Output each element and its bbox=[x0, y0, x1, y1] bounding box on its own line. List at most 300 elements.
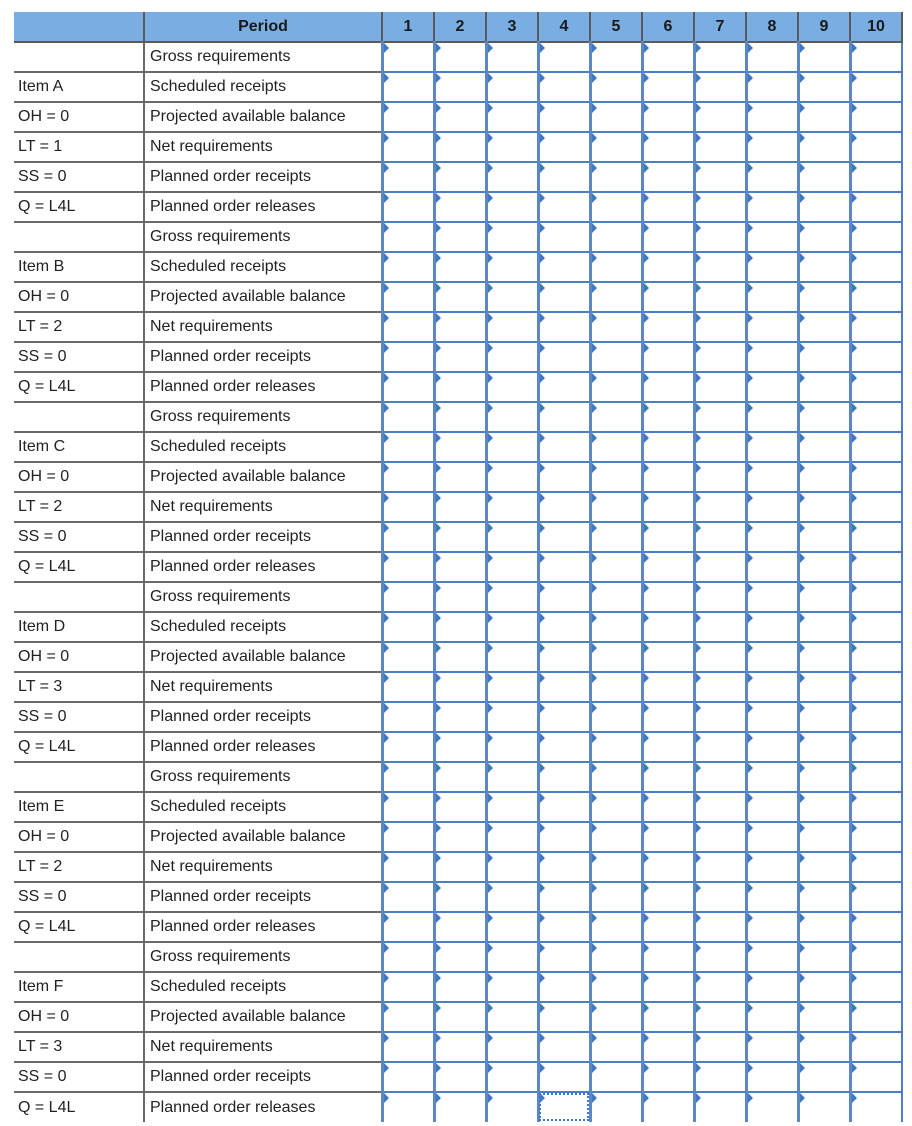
entry-cell-item-f-period-5[interactable] bbox=[590, 972, 642, 1002]
entry-cell-item-a-period-7[interactable] bbox=[694, 102, 746, 132]
entry-cell-item-a-period-4[interactable] bbox=[538, 162, 590, 192]
entry-cell-item-a-period-5[interactable] bbox=[590, 42, 642, 72]
entry-cell-item-f-period-5[interactable] bbox=[590, 942, 642, 972]
entry-cell-item-b-period-1[interactable] bbox=[382, 372, 434, 402]
entry-cell-item-e-period-5[interactable] bbox=[590, 852, 642, 882]
entry-cell-item-a-period-4[interactable] bbox=[538, 132, 590, 162]
entry-cell-item-e-period-10[interactable] bbox=[850, 822, 902, 852]
entry-cell-item-d-period-9[interactable] bbox=[798, 672, 850, 702]
entry-cell-item-a-period-4[interactable] bbox=[538, 72, 590, 102]
entry-cell-item-c-period-6[interactable] bbox=[642, 402, 694, 432]
entry-cell-item-c-period-7[interactable] bbox=[694, 522, 746, 552]
entry-cell-item-f-period-1[interactable] bbox=[382, 942, 434, 972]
entry-cell-item-c-period-4[interactable] bbox=[538, 402, 590, 432]
entry-cell-item-a-period-7[interactable] bbox=[694, 162, 746, 192]
entry-cell-item-a-period-2[interactable] bbox=[434, 192, 486, 222]
entry-cell-item-f-period-1[interactable] bbox=[382, 1002, 434, 1032]
entry-cell-item-e-period-4[interactable] bbox=[538, 762, 590, 792]
entry-cell-item-d-period-7[interactable] bbox=[694, 612, 746, 642]
entry-cell-item-d-period-1[interactable] bbox=[382, 702, 434, 732]
entry-cell-item-c-period-3[interactable] bbox=[486, 522, 538, 552]
entry-cell-item-e-period-2[interactable] bbox=[434, 912, 486, 942]
entry-cell-item-d-period-5[interactable] bbox=[590, 702, 642, 732]
entry-cell-item-e-period-1[interactable] bbox=[382, 852, 434, 882]
entry-cell-item-c-period-9[interactable] bbox=[798, 402, 850, 432]
entry-cell-item-f-period-4[interactable] bbox=[538, 942, 590, 972]
entry-cell-item-b-period-7[interactable] bbox=[694, 252, 746, 282]
entry-cell-item-d-period-9[interactable] bbox=[798, 702, 850, 732]
entry-cell-item-d-period-4[interactable] bbox=[538, 582, 590, 612]
entry-cell-item-c-period-10[interactable] bbox=[850, 492, 902, 522]
entry-cell-item-f-period-3[interactable] bbox=[486, 1062, 538, 1092]
entry-cell-item-c-period-5[interactable] bbox=[590, 462, 642, 492]
entry-cell-item-a-period-1[interactable] bbox=[382, 132, 434, 162]
entry-cell-item-a-period-9[interactable] bbox=[798, 72, 850, 102]
entry-cell-item-f-period-4[interactable] bbox=[538, 1062, 590, 1092]
entry-cell-item-c-period-4[interactable] bbox=[538, 432, 590, 462]
entry-cell-item-d-period-10[interactable] bbox=[850, 582, 902, 612]
entry-cell-item-c-period-4[interactable] bbox=[538, 522, 590, 552]
entry-cell-item-f-period-10[interactable] bbox=[850, 1032, 902, 1062]
entry-cell-item-e-period-3[interactable] bbox=[486, 852, 538, 882]
entry-cell-item-c-period-1[interactable] bbox=[382, 462, 434, 492]
entry-cell-item-d-period-9[interactable] bbox=[798, 612, 850, 642]
entry-cell-item-a-period-1[interactable] bbox=[382, 102, 434, 132]
entry-cell-item-e-period-10[interactable] bbox=[850, 792, 902, 822]
entry-cell-item-d-period-4[interactable] bbox=[538, 702, 590, 732]
entry-cell-item-e-period-1[interactable] bbox=[382, 912, 434, 942]
entry-cell-item-a-period-9[interactable] bbox=[798, 192, 850, 222]
entry-cell-item-d-period-7[interactable] bbox=[694, 672, 746, 702]
entry-cell-item-c-period-9[interactable] bbox=[798, 462, 850, 492]
entry-cell-item-c-period-2[interactable] bbox=[434, 462, 486, 492]
entry-cell-item-f-period-2[interactable] bbox=[434, 1092, 486, 1122]
entry-cell-item-f-period-9[interactable] bbox=[798, 1032, 850, 1062]
entry-cell-item-d-period-3[interactable] bbox=[486, 582, 538, 612]
entry-cell-item-c-period-6[interactable] bbox=[642, 522, 694, 552]
entry-cell-item-c-period-10[interactable] bbox=[850, 402, 902, 432]
entry-cell-item-d-period-7[interactable] bbox=[694, 732, 746, 762]
entry-cell-item-b-period-2[interactable] bbox=[434, 252, 486, 282]
entry-cell-item-d-period-3[interactable] bbox=[486, 702, 538, 732]
entry-cell-item-b-period-1[interactable] bbox=[382, 222, 434, 252]
entry-cell-item-a-period-2[interactable] bbox=[434, 162, 486, 192]
entry-cell-item-c-period-1[interactable] bbox=[382, 522, 434, 552]
entry-cell-item-e-period-8[interactable] bbox=[746, 822, 798, 852]
entry-cell-item-a-period-7[interactable] bbox=[694, 72, 746, 102]
entry-cell-item-c-period-9[interactable] bbox=[798, 522, 850, 552]
entry-cell-item-d-period-2[interactable] bbox=[434, 642, 486, 672]
entry-cell-item-a-period-10[interactable] bbox=[850, 162, 902, 192]
entry-cell-item-a-period-2[interactable] bbox=[434, 102, 486, 132]
entry-cell-item-f-period-4[interactable] bbox=[538, 972, 590, 1002]
entry-cell-item-c-period-4[interactable] bbox=[538, 492, 590, 522]
entry-cell-item-a-period-4[interactable] bbox=[538, 102, 590, 132]
entry-cell-item-e-period-6[interactable] bbox=[642, 852, 694, 882]
entry-cell-item-a-period-10[interactable] bbox=[850, 132, 902, 162]
entry-cell-item-e-period-4[interactable] bbox=[538, 912, 590, 942]
entry-cell-item-b-period-7[interactable] bbox=[694, 282, 746, 312]
entry-cell-item-d-period-2[interactable] bbox=[434, 672, 486, 702]
entry-cell-item-c-period-10[interactable] bbox=[850, 552, 902, 582]
entry-cell-item-b-period-3[interactable] bbox=[486, 372, 538, 402]
entry-cell-item-a-period-8[interactable] bbox=[746, 72, 798, 102]
entry-cell-item-b-period-5[interactable] bbox=[590, 222, 642, 252]
entry-cell-item-d-period-4[interactable] bbox=[538, 612, 590, 642]
entry-cell-item-e-period-3[interactable] bbox=[486, 792, 538, 822]
entry-cell-item-c-period-2[interactable] bbox=[434, 552, 486, 582]
entry-cell-item-f-period-8[interactable] bbox=[746, 972, 798, 1002]
entry-cell-item-f-period-6[interactable] bbox=[642, 972, 694, 1002]
entry-cell-item-a-period-3[interactable] bbox=[486, 72, 538, 102]
entry-cell-item-e-period-7[interactable] bbox=[694, 822, 746, 852]
entry-cell-item-d-period-5[interactable] bbox=[590, 642, 642, 672]
entry-cell-item-d-period-7[interactable] bbox=[694, 702, 746, 732]
entry-cell-item-f-period-9[interactable] bbox=[798, 1002, 850, 1032]
entry-cell-item-a-period-9[interactable] bbox=[798, 42, 850, 72]
entry-cell-item-e-period-7[interactable] bbox=[694, 762, 746, 792]
entry-cell-item-e-period-5[interactable] bbox=[590, 792, 642, 822]
entry-cell-item-f-period-6[interactable] bbox=[642, 1062, 694, 1092]
entry-cell-item-a-period-3[interactable] bbox=[486, 132, 538, 162]
entry-cell-item-a-period-8[interactable] bbox=[746, 192, 798, 222]
entry-cell-item-d-period-3[interactable] bbox=[486, 642, 538, 672]
entry-cell-item-f-period-1[interactable] bbox=[382, 1092, 434, 1122]
entry-cell-item-d-period-3[interactable] bbox=[486, 612, 538, 642]
entry-cell-item-e-period-9[interactable] bbox=[798, 852, 850, 882]
entry-cell-item-e-period-5[interactable] bbox=[590, 822, 642, 852]
entry-cell-item-f-period-4[interactable] bbox=[538, 1002, 590, 1032]
entry-cell-item-f-period-8[interactable] bbox=[746, 1032, 798, 1062]
entry-cell-item-d-period-5[interactable] bbox=[590, 672, 642, 702]
entry-cell-item-a-period-10[interactable] bbox=[850, 42, 902, 72]
entry-cell-item-c-period-5[interactable] bbox=[590, 432, 642, 462]
entry-cell-item-b-period-5[interactable] bbox=[590, 252, 642, 282]
entry-cell-item-f-period-2[interactable] bbox=[434, 1002, 486, 1032]
entry-cell-item-e-period-4[interactable] bbox=[538, 822, 590, 852]
entry-cell-item-d-period-1[interactable] bbox=[382, 642, 434, 672]
entry-cell-item-f-period-7[interactable] bbox=[694, 1032, 746, 1062]
entry-cell-item-d-period-6[interactable] bbox=[642, 582, 694, 612]
entry-cell-item-d-period-3[interactable] bbox=[486, 732, 538, 762]
entry-cell-item-a-period-4[interactable] bbox=[538, 42, 590, 72]
entry-cell-item-d-period-2[interactable] bbox=[434, 582, 486, 612]
entry-cell-item-d-period-6[interactable] bbox=[642, 612, 694, 642]
entry-cell-item-d-period-9[interactable] bbox=[798, 732, 850, 762]
entry-cell-item-a-period-5[interactable] bbox=[590, 102, 642, 132]
entry-cell-item-e-period-1[interactable] bbox=[382, 792, 434, 822]
entry-cell-item-d-period-7[interactable] bbox=[694, 642, 746, 672]
entry-cell-item-f-period-4[interactable] bbox=[538, 1092, 590, 1122]
entry-cell-item-a-period-8[interactable] bbox=[746, 162, 798, 192]
entry-cell-item-d-period-8[interactable] bbox=[746, 732, 798, 762]
entry-cell-item-b-period-9[interactable] bbox=[798, 342, 850, 372]
entry-cell-item-f-period-1[interactable] bbox=[382, 1032, 434, 1062]
entry-cell-item-f-period-7[interactable] bbox=[694, 1092, 746, 1122]
entry-cell-item-d-period-5[interactable] bbox=[590, 582, 642, 612]
entry-cell-item-b-period-3[interactable] bbox=[486, 222, 538, 252]
entry-cell-item-e-period-10[interactable] bbox=[850, 912, 902, 942]
entry-cell-item-b-period-8[interactable] bbox=[746, 222, 798, 252]
entry-cell-item-e-period-6[interactable] bbox=[642, 822, 694, 852]
entry-cell-item-c-period-3[interactable] bbox=[486, 402, 538, 432]
entry-cell-item-c-period-9[interactable] bbox=[798, 432, 850, 462]
entry-cell-item-f-period-6[interactable] bbox=[642, 1092, 694, 1122]
entry-cell-item-b-period-4[interactable] bbox=[538, 222, 590, 252]
entry-cell-item-d-period-8[interactable] bbox=[746, 642, 798, 672]
entry-cell-item-f-period-9[interactable] bbox=[798, 1092, 850, 1122]
entry-cell-item-a-period-1[interactable] bbox=[382, 72, 434, 102]
entry-cell-item-c-period-7[interactable] bbox=[694, 432, 746, 462]
entry-cell-item-b-period-7[interactable] bbox=[694, 222, 746, 252]
entry-cell-item-c-period-3[interactable] bbox=[486, 492, 538, 522]
entry-cell-item-e-period-9[interactable] bbox=[798, 912, 850, 942]
entry-cell-item-b-period-1[interactable] bbox=[382, 342, 434, 372]
entry-cell-item-e-period-5[interactable] bbox=[590, 882, 642, 912]
entry-cell-item-d-period-1[interactable] bbox=[382, 672, 434, 702]
entry-cell-item-d-period-9[interactable] bbox=[798, 582, 850, 612]
entry-cell-item-e-period-2[interactable] bbox=[434, 762, 486, 792]
entry-cell-item-b-period-5[interactable] bbox=[590, 372, 642, 402]
entry-cell-item-c-period-3[interactable] bbox=[486, 432, 538, 462]
entry-cell-item-b-period-9[interactable] bbox=[798, 252, 850, 282]
entry-cell-item-c-period-4[interactable] bbox=[538, 552, 590, 582]
entry-cell-item-d-period-2[interactable] bbox=[434, 732, 486, 762]
entry-cell-item-d-period-8[interactable] bbox=[746, 702, 798, 732]
entry-cell-item-b-period-4[interactable] bbox=[538, 342, 590, 372]
entry-cell-item-b-period-6[interactable] bbox=[642, 252, 694, 282]
entry-cell-item-a-period-7[interactable] bbox=[694, 42, 746, 72]
entry-cell-item-c-period-6[interactable] bbox=[642, 552, 694, 582]
entry-cell-item-b-period-6[interactable] bbox=[642, 342, 694, 372]
entry-cell-item-d-period-10[interactable] bbox=[850, 732, 902, 762]
entry-cell-item-a-period-7[interactable] bbox=[694, 192, 746, 222]
entry-cell-item-f-period-9[interactable] bbox=[798, 1062, 850, 1092]
entry-cell-item-b-period-10[interactable] bbox=[850, 252, 902, 282]
entry-cell-item-b-period-1[interactable] bbox=[382, 252, 434, 282]
entry-cell-item-e-period-7[interactable] bbox=[694, 792, 746, 822]
entry-cell-item-b-period-8[interactable] bbox=[746, 282, 798, 312]
entry-cell-item-f-period-7[interactable] bbox=[694, 942, 746, 972]
entry-cell-item-a-period-6[interactable] bbox=[642, 72, 694, 102]
entry-cell-item-a-period-10[interactable] bbox=[850, 72, 902, 102]
entry-cell-item-c-period-1[interactable] bbox=[382, 492, 434, 522]
entry-cell-item-e-period-4[interactable] bbox=[538, 852, 590, 882]
entry-cell-item-d-period-10[interactable] bbox=[850, 672, 902, 702]
entry-cell-item-f-period-2[interactable] bbox=[434, 1062, 486, 1092]
entry-cell-item-f-period-8[interactable] bbox=[746, 1092, 798, 1122]
entry-cell-item-c-period-10[interactable] bbox=[850, 432, 902, 462]
entry-cell-item-b-period-6[interactable] bbox=[642, 312, 694, 342]
entry-cell-item-a-period-10[interactable] bbox=[850, 102, 902, 132]
entry-cell-item-e-period-6[interactable] bbox=[642, 792, 694, 822]
entry-cell-item-c-period-2[interactable] bbox=[434, 492, 486, 522]
entry-cell-item-a-period-9[interactable] bbox=[798, 102, 850, 132]
entry-cell-item-d-period-2[interactable] bbox=[434, 702, 486, 732]
entry-cell-item-b-period-2[interactable] bbox=[434, 222, 486, 252]
entry-cell-item-e-period-8[interactable] bbox=[746, 882, 798, 912]
entry-cell-item-a-period-8[interactable] bbox=[746, 42, 798, 72]
entry-cell-item-e-period-2[interactable] bbox=[434, 882, 486, 912]
entry-cell-item-b-period-9[interactable] bbox=[798, 312, 850, 342]
entry-cell-item-c-period-8[interactable] bbox=[746, 552, 798, 582]
entry-cell-item-b-period-7[interactable] bbox=[694, 342, 746, 372]
entry-cell-item-e-period-10[interactable] bbox=[850, 882, 902, 912]
entry-cell-item-d-period-10[interactable] bbox=[850, 642, 902, 672]
entry-cell-item-a-period-2[interactable] bbox=[434, 132, 486, 162]
entry-cell-item-c-period-6[interactable] bbox=[642, 462, 694, 492]
entry-cell-item-c-period-2[interactable] bbox=[434, 402, 486, 432]
entry-cell-item-f-period-8[interactable] bbox=[746, 1062, 798, 1092]
entry-cell-item-d-period-5[interactable] bbox=[590, 732, 642, 762]
entry-cell-item-b-period-9[interactable] bbox=[798, 222, 850, 252]
entry-cell-item-e-period-8[interactable] bbox=[746, 792, 798, 822]
entry-cell-item-e-period-9[interactable] bbox=[798, 762, 850, 792]
entry-cell-item-b-period-9[interactable] bbox=[798, 372, 850, 402]
entry-cell-item-e-period-9[interactable] bbox=[798, 822, 850, 852]
entry-cell-item-f-period-6[interactable] bbox=[642, 1002, 694, 1032]
entry-cell-item-a-period-6[interactable] bbox=[642, 192, 694, 222]
entry-cell-item-b-period-10[interactable] bbox=[850, 222, 902, 252]
entry-cell-item-a-period-3[interactable] bbox=[486, 42, 538, 72]
entry-cell-item-f-period-1[interactable] bbox=[382, 1062, 434, 1092]
entry-cell-item-a-period-5[interactable] bbox=[590, 132, 642, 162]
entry-cell-item-d-period-6[interactable] bbox=[642, 642, 694, 672]
entry-cell-item-e-period-3[interactable] bbox=[486, 762, 538, 792]
entry-cell-item-e-period-3[interactable] bbox=[486, 882, 538, 912]
entry-cell-item-c-period-7[interactable] bbox=[694, 402, 746, 432]
entry-cell-item-e-period-1[interactable] bbox=[382, 822, 434, 852]
entry-cell-item-a-period-9[interactable] bbox=[798, 162, 850, 192]
entry-cell-item-f-period-5[interactable] bbox=[590, 1062, 642, 1092]
entry-cell-item-b-period-6[interactable] bbox=[642, 282, 694, 312]
entry-cell-item-f-period-6[interactable] bbox=[642, 1032, 694, 1062]
entry-cell-item-a-period-6[interactable] bbox=[642, 42, 694, 72]
entry-cell-item-b-period-10[interactable] bbox=[850, 342, 902, 372]
entry-cell-item-c-period-8[interactable] bbox=[746, 462, 798, 492]
entry-cell-item-a-period-8[interactable] bbox=[746, 102, 798, 132]
entry-cell-item-a-period-7[interactable] bbox=[694, 132, 746, 162]
entry-cell-item-f-period-10[interactable] bbox=[850, 942, 902, 972]
entry-cell-item-c-period-5[interactable] bbox=[590, 402, 642, 432]
entry-cell-item-e-period-9[interactable] bbox=[798, 882, 850, 912]
entry-cell-item-a-period-1[interactable] bbox=[382, 192, 434, 222]
entry-cell-item-b-period-4[interactable] bbox=[538, 372, 590, 402]
entry-cell-item-c-period-9[interactable] bbox=[798, 552, 850, 582]
entry-cell-item-f-period-2[interactable] bbox=[434, 1032, 486, 1062]
entry-cell-item-d-period-8[interactable] bbox=[746, 612, 798, 642]
entry-cell-item-b-period-8[interactable] bbox=[746, 372, 798, 402]
entry-cell-item-b-period-5[interactable] bbox=[590, 312, 642, 342]
entry-cell-item-e-period-3[interactable] bbox=[486, 822, 538, 852]
entry-cell-item-f-period-8[interactable] bbox=[746, 942, 798, 972]
entry-cell-item-f-period-3[interactable] bbox=[486, 942, 538, 972]
entry-cell-item-f-period-1[interactable] bbox=[382, 972, 434, 1002]
entry-cell-item-b-period-7[interactable] bbox=[694, 312, 746, 342]
entry-cell-item-f-period-9[interactable] bbox=[798, 972, 850, 1002]
entry-cell-item-c-period-5[interactable] bbox=[590, 522, 642, 552]
entry-cell-item-f-period-10[interactable] bbox=[850, 1062, 902, 1092]
entry-cell-item-f-period-3[interactable] bbox=[486, 972, 538, 1002]
entry-cell-item-c-period-7[interactable] bbox=[694, 552, 746, 582]
entry-cell-item-f-period-3[interactable] bbox=[486, 1002, 538, 1032]
entry-cell-item-b-period-3[interactable] bbox=[486, 312, 538, 342]
entry-cell-item-e-period-7[interactable] bbox=[694, 912, 746, 942]
entry-cell-item-c-period-4[interactable] bbox=[538, 462, 590, 492]
entry-cell-item-a-period-3[interactable] bbox=[486, 162, 538, 192]
entry-cell-item-d-period-6[interactable] bbox=[642, 702, 694, 732]
entry-cell-item-b-period-8[interactable] bbox=[746, 252, 798, 282]
entry-cell-item-d-period-5[interactable] bbox=[590, 612, 642, 642]
entry-cell-item-e-period-5[interactable] bbox=[590, 912, 642, 942]
entry-cell-item-b-period-10[interactable] bbox=[850, 312, 902, 342]
entry-cell-item-c-period-8[interactable] bbox=[746, 402, 798, 432]
entry-cell-item-b-period-7[interactable] bbox=[694, 372, 746, 402]
entry-cell-item-e-period-3[interactable] bbox=[486, 912, 538, 942]
entry-cell-item-d-period-4[interactable] bbox=[538, 672, 590, 702]
entry-cell-item-b-period-8[interactable] bbox=[746, 312, 798, 342]
entry-cell-item-a-period-1[interactable] bbox=[382, 42, 434, 72]
entry-cell-item-c-period-5[interactable] bbox=[590, 492, 642, 522]
entry-cell-item-a-period-9[interactable] bbox=[798, 132, 850, 162]
entry-cell-item-f-period-7[interactable] bbox=[694, 1002, 746, 1032]
entry-cell-item-c-period-7[interactable] bbox=[694, 492, 746, 522]
entry-cell-item-f-period-5[interactable] bbox=[590, 1092, 642, 1122]
entry-cell-item-a-period-3[interactable] bbox=[486, 192, 538, 222]
entry-cell-item-c-period-6[interactable] bbox=[642, 492, 694, 522]
entry-cell-item-b-period-2[interactable] bbox=[434, 342, 486, 372]
entry-cell-item-e-period-1[interactable] bbox=[382, 882, 434, 912]
entry-cell-item-e-period-7[interactable] bbox=[694, 852, 746, 882]
entry-cell-item-e-period-10[interactable] bbox=[850, 762, 902, 792]
entry-cell-item-e-period-2[interactable] bbox=[434, 852, 486, 882]
entry-cell-item-c-period-1[interactable] bbox=[382, 432, 434, 462]
entry-cell-item-a-period-3[interactable] bbox=[486, 102, 538, 132]
entry-cell-item-d-period-8[interactable] bbox=[746, 582, 798, 612]
entry-cell-item-a-period-4[interactable] bbox=[538, 192, 590, 222]
entry-cell-item-c-period-9[interactable] bbox=[798, 492, 850, 522]
entry-cell-item-d-period-1[interactable] bbox=[382, 612, 434, 642]
entry-cell-item-e-period-10[interactable] bbox=[850, 852, 902, 882]
entry-cell-item-c-period-8[interactable] bbox=[746, 432, 798, 462]
entry-cell-item-a-period-5[interactable] bbox=[590, 192, 642, 222]
entry-cell-item-e-period-8[interactable] bbox=[746, 912, 798, 942]
entry-cell-item-a-period-2[interactable] bbox=[434, 72, 486, 102]
entry-cell-item-b-period-8[interactable] bbox=[746, 342, 798, 372]
entry-cell-item-f-period-10[interactable] bbox=[850, 1002, 902, 1032]
entry-cell-item-c-period-8[interactable] bbox=[746, 522, 798, 552]
entry-cell-item-b-period-9[interactable] bbox=[798, 282, 850, 312]
entry-cell-item-d-period-2[interactable] bbox=[434, 612, 486, 642]
entry-cell-item-a-period-5[interactable] bbox=[590, 72, 642, 102]
entry-cell-item-b-period-2[interactable] bbox=[434, 282, 486, 312]
entry-cell-item-f-period-5[interactable] bbox=[590, 1002, 642, 1032]
entry-cell-item-d-period-6[interactable] bbox=[642, 732, 694, 762]
entry-cell-item-b-period-6[interactable] bbox=[642, 222, 694, 252]
entry-cell-item-b-period-3[interactable] bbox=[486, 282, 538, 312]
entry-cell-item-b-period-3[interactable] bbox=[486, 252, 538, 282]
entry-cell-item-d-period-6[interactable] bbox=[642, 672, 694, 702]
entry-cell-item-b-period-10[interactable] bbox=[850, 282, 902, 312]
entry-cell-item-b-period-2[interactable] bbox=[434, 372, 486, 402]
entry-cell-item-f-period-10[interactable] bbox=[850, 1092, 902, 1122]
entry-cell-item-c-period-10[interactable] bbox=[850, 462, 902, 492]
entry-cell-item-e-period-1[interactable] bbox=[382, 762, 434, 792]
entry-cell-item-a-period-10[interactable] bbox=[850, 192, 902, 222]
entry-cell-item-e-period-6[interactable] bbox=[642, 882, 694, 912]
entry-cell-item-f-period-4[interactable] bbox=[538, 1032, 590, 1062]
entry-cell-item-e-period-7[interactable] bbox=[694, 882, 746, 912]
